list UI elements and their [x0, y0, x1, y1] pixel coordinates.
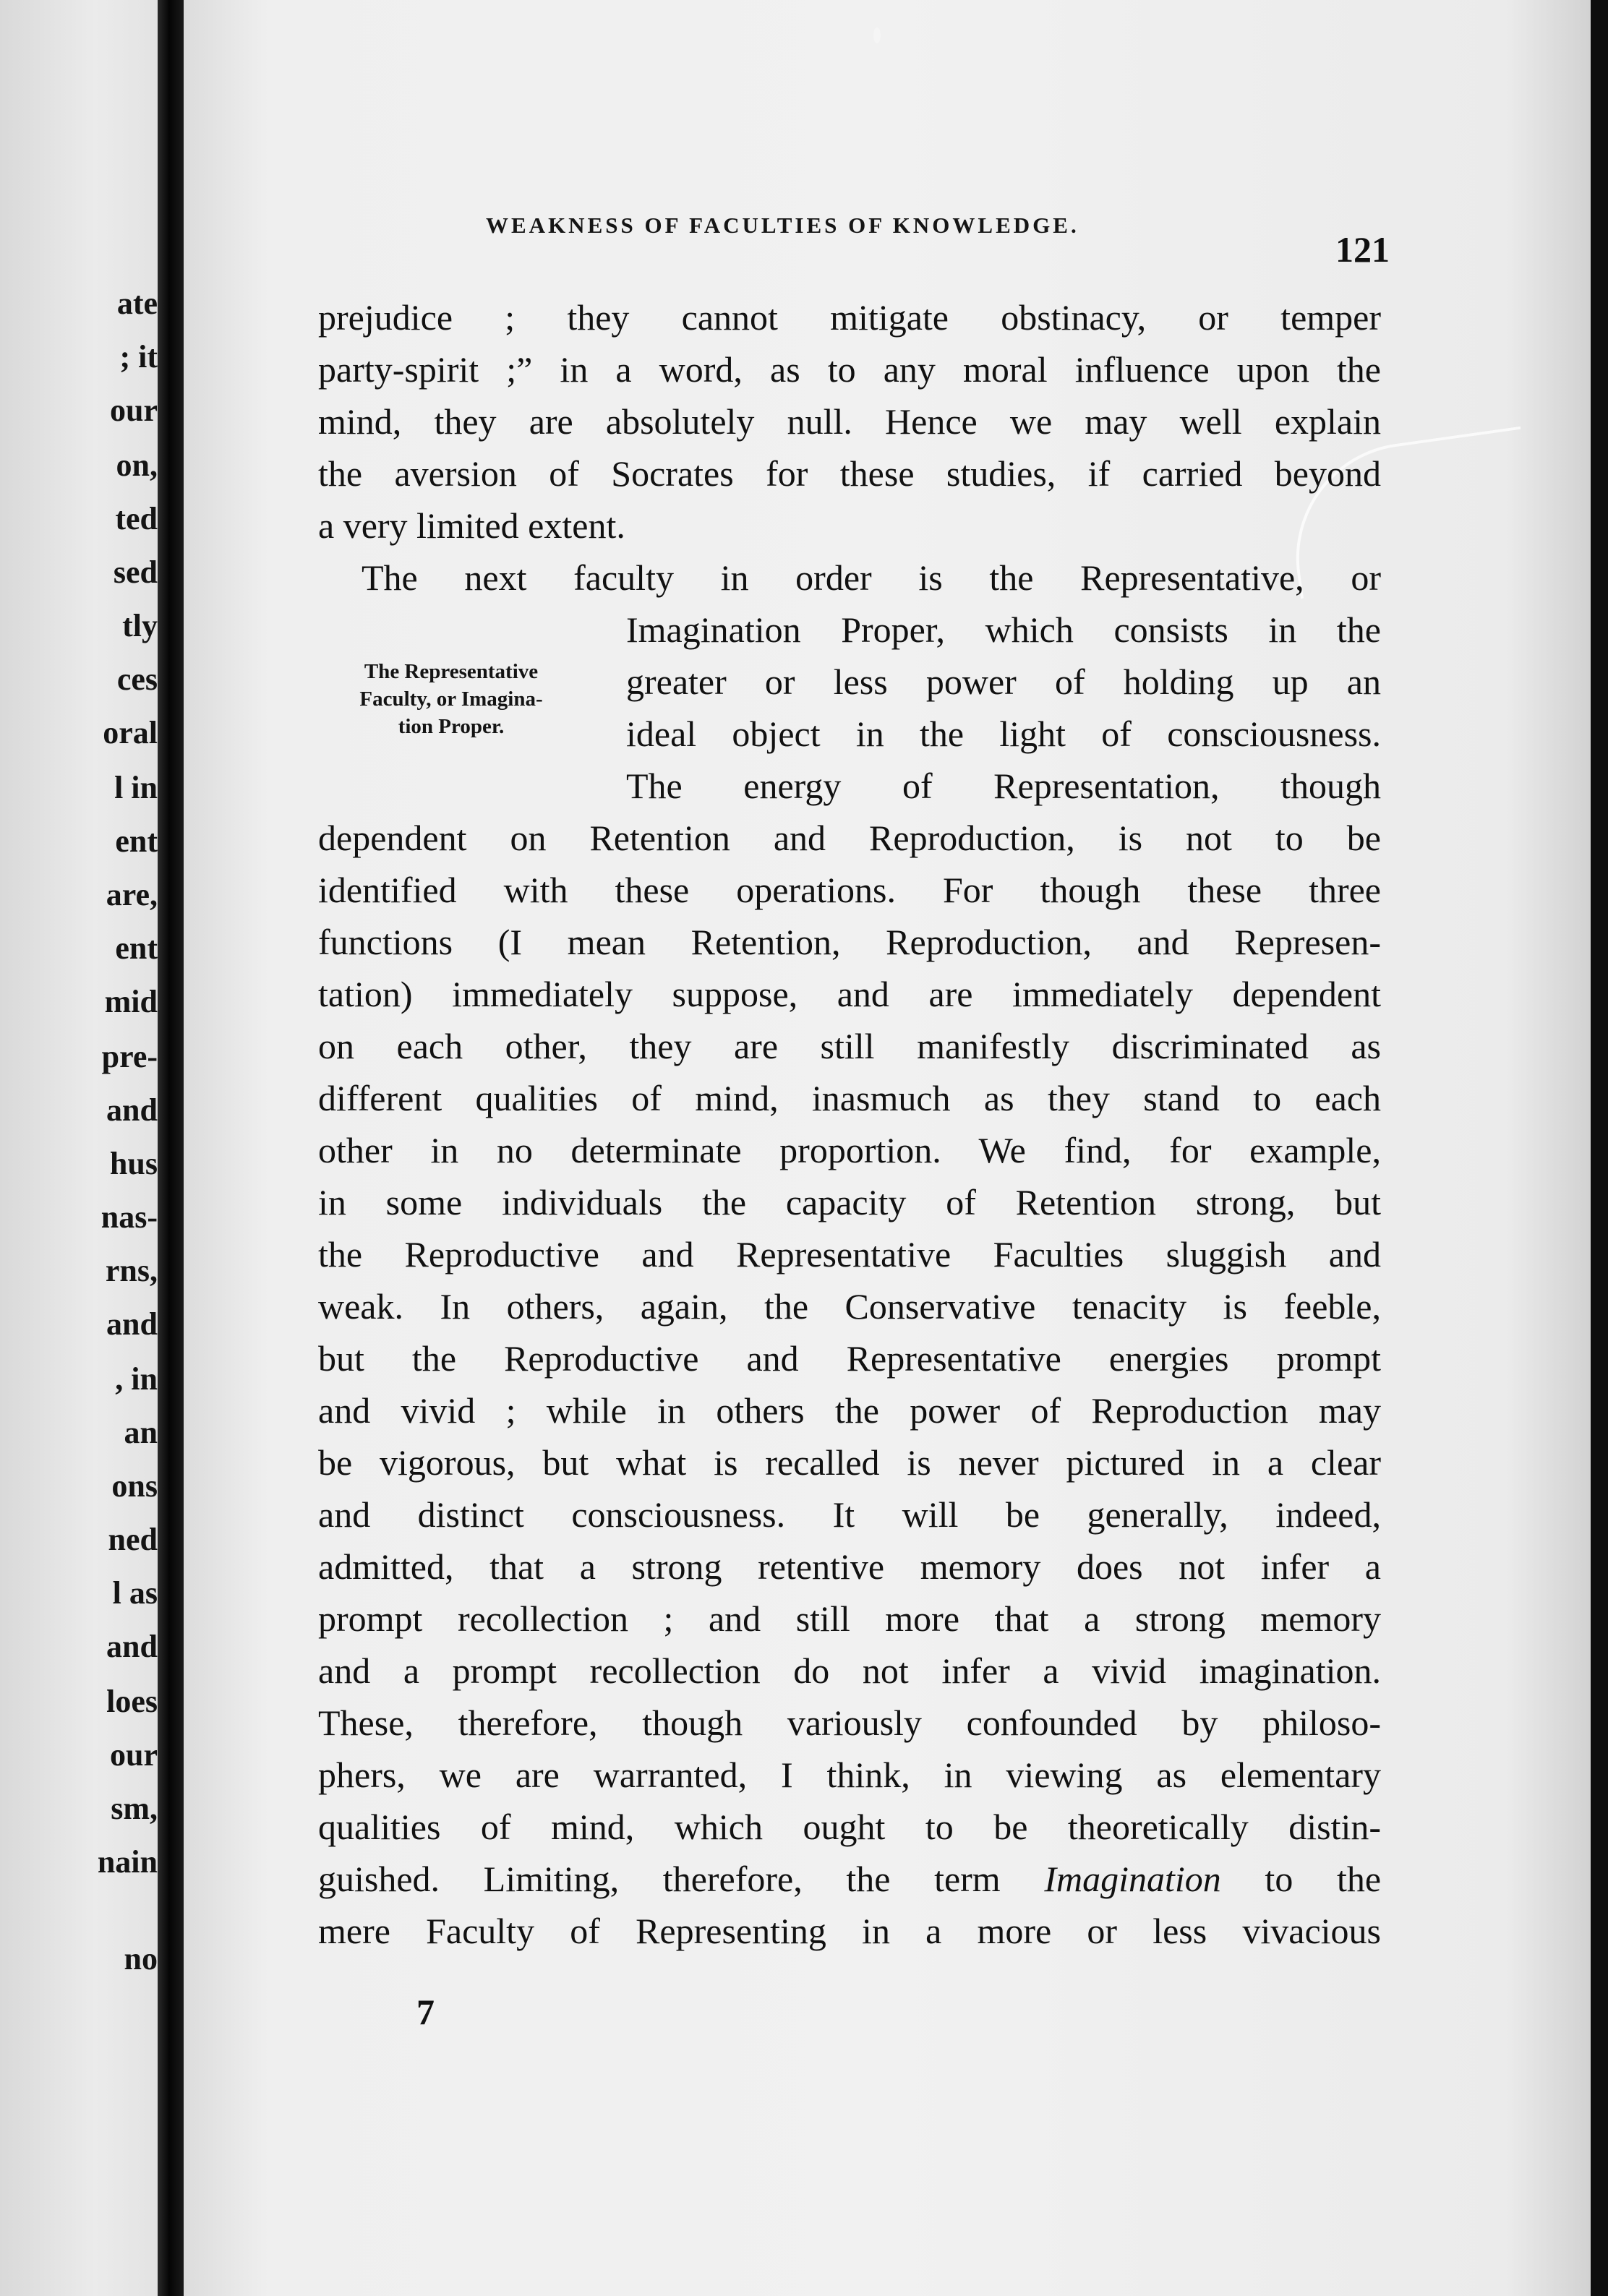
text-line: Imagination Proper, which consists in the [626, 609, 1381, 650]
prev-page-fragment: and [106, 1092, 158, 1128]
text-segment: guished. Limiting, therefore, the term [318, 1859, 1001, 1899]
text-line: prompt recollection ; and still more that a strong memory [318, 1598, 1381, 1639]
prev-page-fragment: ; it [119, 339, 158, 374]
prev-page-fragment: l in [114, 770, 158, 805]
prev-page-fragment: ted [115, 501, 158, 536]
prev-page-fragment: ons [111, 1468, 158, 1504]
prev-page-fragment: rns, [105, 1253, 158, 1288]
text-line: other in no determinate proportion. We find, for example, [318, 1130, 1381, 1170]
text-line: The next faculty in order is the Representative, or [362, 557, 1381, 598]
text-line: a very limited extent. [318, 505, 625, 546]
prev-page-fragment: nain [97, 1844, 158, 1880]
prev-page-fragment: loes [106, 1684, 158, 1719]
text-line: functions (I mean Retention, Reproduction, and Represen- [318, 922, 1381, 962]
text-line: different qualities of mind, inasmuch as they stand to each [318, 1078, 1381, 1118]
prev-page-fragment: ces [116, 661, 158, 697]
text-line: the aversion of Socrates for these studies, if carried beyond [318, 453, 1381, 494]
italic-term: Imagination [1044, 1859, 1221, 1899]
prev-page-fragment: are, [106, 877, 158, 912]
prev-page-fragment: ent [115, 930, 158, 966]
text-line: mere Faculty of Representing in a more or less vivacious [318, 1911, 1381, 1951]
prev-page-fragment: , in [115, 1361, 158, 1397]
text-line: in some individuals the capacity of Retention strong, but [318, 1182, 1381, 1222]
prev-page-fragment: oral [103, 715, 158, 750]
prev-page-fragment: on, [116, 447, 158, 483]
prev-page-fragment: mid [104, 984, 158, 1019]
text-line: These, therefore, though variously confounded by philoso- [318, 1702, 1381, 1743]
text-line: phers, we are warranted, I think, in viewing as elementary [318, 1755, 1381, 1795]
prev-page-fragment: no [124, 1941, 158, 1976]
running-head: WEAKNESS OF FACULTIES OF KNOWLEDGE. [486, 213, 1079, 238]
text-line: identified with these operations. For though these three [318, 870, 1381, 910]
prev-page-fragment: hus [109, 1146, 158, 1181]
text-line: ideal object in the light of consciousness. [626, 714, 1381, 754]
prev-page-fragment: ate [116, 286, 158, 321]
text-line: and distinct consciousness. It will be generally, indeed, [318, 1494, 1381, 1535]
text-line: qualities of mind, which ought to be theoretically distin- [318, 1807, 1381, 1847]
text-line: be vigorous, but what is recalled is never pictured in a clear [318, 1442, 1381, 1483]
signature-mark: 7 [416, 1992, 435, 2032]
prev-page-fragment: tly [122, 608, 158, 643]
side-note-line: Faculty, or Imagina- [359, 687, 543, 711]
text-line: and vivid ; while in others the power of Reproduction may [318, 1390, 1381, 1431]
prev-page-fragment: our [110, 1737, 158, 1773]
text-segment: to the [1265, 1859, 1382, 1899]
prev-page-fragment: ent [115, 823, 158, 859]
text-line: dependent on Retention and Reproduction, is not to be [318, 818, 1381, 858]
text-line: admitted, that a strong retentive memory does not infer a [318, 1546, 1381, 1587]
text-line: prejudice ; they cannot mitigate obstinacy, or temper [318, 297, 1381, 338]
text-line: greater or less power of holding up an [626, 661, 1381, 702]
side-note-line: The Representative [364, 660, 539, 683]
prev-page-fragment: nas- [100, 1199, 158, 1235]
text-line: on each other, they are still manifestly discriminated as [318, 1026, 1381, 1066]
text-line: mind, they are absolutely null. Hence we may well explain [318, 401, 1381, 442]
book-gutter [158, 0, 184, 2296]
scan-speck [873, 27, 881, 43]
text-line [318, 1854, 1381, 1904]
prev-page-fragment: and [106, 1629, 158, 1664]
prev-page-fragment: and [106, 1306, 158, 1342]
text-line: and a prompt recollection do not infer a vivid imagination. [318, 1650, 1381, 1691]
prev-page-fragment: sed [113, 554, 158, 590]
prev-page-fragment: sm, [111, 1791, 158, 1826]
prev-page-fragment: l as [112, 1575, 158, 1611]
text-line: but the Reproductive and Representative energies prompt [318, 1338, 1381, 1379]
scan-right-edge [1591, 0, 1608, 2296]
text-line: tation) immediately suppose, and are immediately dependent [318, 974, 1381, 1014]
text-line: party-spirit ;” in a word, as to any moral influence upon the [318, 349, 1381, 390]
previous-page-edge [0, 0, 158, 2296]
text-line: the Reproductive and Representative Faculties sluggish and [318, 1234, 1381, 1275]
text-line: weak. In others, again, the Conservative tenacity is feeble, [318, 1286, 1381, 1327]
prev-page-fragment: ned [108, 1522, 158, 1557]
text-line: The energy of Representation, though [626, 766, 1381, 806]
page-number: 121 [1335, 229, 1390, 270]
side-note-line: tion Proper. [398, 715, 505, 738]
prev-page-fragment: pre- [101, 1039, 158, 1074]
prev-page-fragment: an [124, 1415, 158, 1450]
prev-page-fragment: our [110, 393, 158, 428]
